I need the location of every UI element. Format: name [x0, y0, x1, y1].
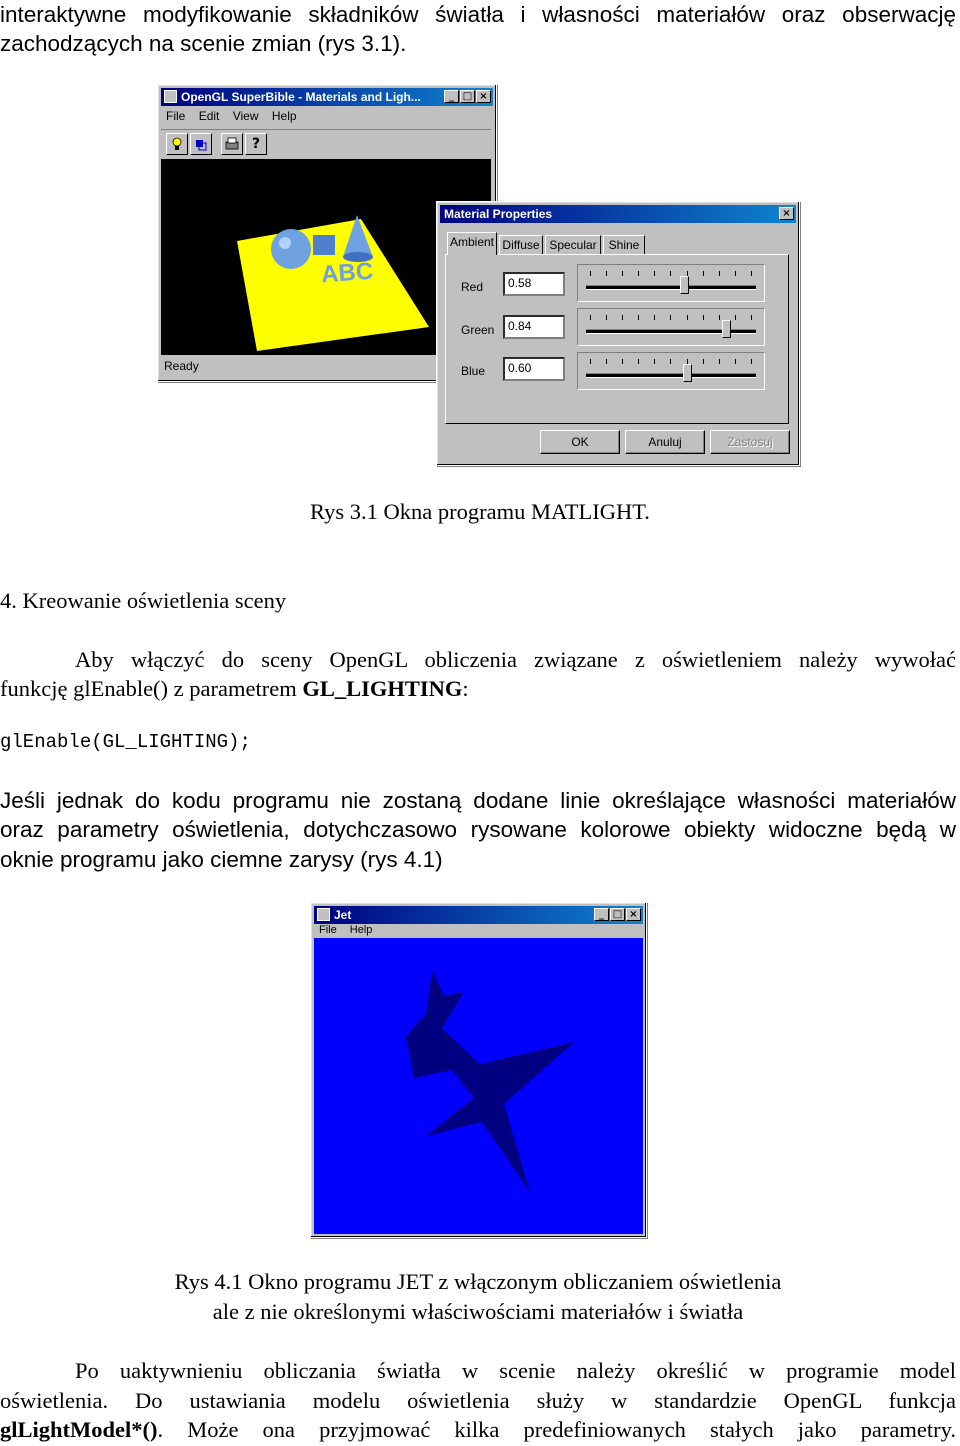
p1-line-2-text: funkcję glEnable() z parametrem — [0, 676, 303, 701]
dialog-close-button[interactable]: × — [779, 207, 794, 220]
menu-edit[interactable]: Edit — [198, 109, 220, 123]
red-slider-thumb[interactable] — [680, 276, 689, 294]
figure-4-1-caption-line-2: ale z nie określonymi właściwościami materiałów i światła — [212, 1299, 744, 1324]
red-value-field[interactable]: 0.58 — [503, 272, 565, 296]
tab-specular[interactable]: Specular — [545, 235, 601, 255]
help-icon[interactable]: ? — [245, 133, 267, 155]
closing-line-3 — [0, 1415, 956, 1445]
minimize-button[interactable]: _ — [444, 90, 459, 103]
jet-viewport — [314, 938, 643, 1234]
jet-shape — [314, 938, 643, 1234]
p1-line-2 — [0, 674, 469, 704]
tab-ambient[interactable]: Ambient — [447, 232, 497, 255]
jet-minimize-button[interactable]: _ — [594, 908, 609, 921]
matlight-menubar — [166, 109, 307, 123]
jet-maximize-button[interactable]: □ — [610, 908, 625, 921]
print-icon[interactable] — [221, 133, 243, 155]
jet-app-icon — [317, 908, 330, 921]
green-value-field[interactable]: 0.84 — [503, 315, 565, 339]
red-label: Red — [461, 280, 484, 294]
p2-line-1: Jeśli jednak do kodu programu nie zostaną dodane linie określające własności materiałów — [0, 788, 956, 813]
ok-button[interactable]: OK — [540, 430, 620, 454]
matlight-title: OpenGL SuperBible - Materials and Ligh... — [181, 90, 421, 104]
scene-abc-text: ABC — [320, 257, 375, 289]
jet-window — [310, 902, 647, 1238]
toolbar — [161, 129, 491, 158]
intro-line-1: interaktywne modyfikowanie składników światła i własności materiałów oraz obserwację — [0, 2, 956, 27]
apply-button[interactable]: Zastosuj — [710, 430, 790, 454]
gllightmodel-term: glLightModel*() — [0, 1417, 158, 1442]
tab-shine[interactable]: Shine — [603, 235, 645, 255]
closing-line-3-text: . Może ona przyjmować kilka predefiniowanych stałych jako parametry. — [157, 1417, 956, 1442]
jet-menu-file[interactable]: File — [319, 924, 337, 936]
jet-titlebar — [314, 906, 643, 924]
code-snippet: glEnable(GL_LIGHTING); — [0, 731, 251, 753]
tab-diffuse[interactable]: Diffuse — [499, 235, 543, 255]
dialog-title: Material Properties — [444, 207, 553, 221]
menu-view[interactable]: View — [232, 109, 259, 123]
lightbulb-icon[interactable] — [166, 133, 188, 155]
jet-silhouette — [406, 970, 574, 1192]
sphere-shape — [271, 229, 311, 269]
p2-line-2: oraz parametry oświetlenia, dotychczasowo rysowane kolorowe obiekty widoczne będą w — [0, 817, 956, 842]
p2-line-3: oknie programu jako ciemne zarysy (rys 4.1) — [0, 847, 443, 872]
green-slider[interactable] — [577, 308, 765, 346]
p1-line-2-colon: : — [462, 676, 469, 701]
blue-value-field[interactable]: 0.60 — [503, 357, 565, 381]
matlight-titlebar — [161, 88, 493, 106]
menu-file[interactable]: File — [166, 109, 186, 123]
p1-line-1: Aby włączyć do sceny OpenGL obliczenia związane z oświetleniem należy wywołać — [75, 647, 956, 672]
jet-title: Jet — [334, 908, 352, 922]
app-icon — [164, 90, 177, 103]
closing-line-1: Po uaktywnieniu obliczania światła w scenie należy określić w programie model — [75, 1358, 956, 1383]
dialog-titlebar — [440, 205, 796, 223]
figure-3-1-caption: Rys 3.1 Okna programu MATLIGHT. — [310, 499, 650, 524]
cancel-button[interactable]: Anuluj — [625, 430, 705, 454]
blue-label: Blue — [461, 364, 486, 378]
green-slider-thumb[interactable] — [722, 320, 731, 338]
closing-line-2: oświetlenia. Do ustawiania modelu oświetlenia służy w standardzie OpenGL funkcja — [0, 1388, 956, 1413]
maximize-button[interactable]: □ — [460, 90, 475, 103]
section-heading: 4. Kreowanie oświetlenia sceny — [0, 588, 287, 613]
figure-4-1-caption-line-1: Rys 4.1 Okno programu JET z włączonym obliczaniem oświetlenia — [174, 1269, 782, 1294]
jet-menu-help[interactable]: Help — [349, 924, 373, 936]
intro-line-2: zachodzących na scenie zmian (rys 3.1). — [0, 31, 407, 56]
blue-slider-thumb[interactable] — [683, 364, 692, 382]
red-slider[interactable] — [577, 264, 765, 302]
jet-menubar — [319, 924, 382, 936]
material-icon[interactable] — [190, 133, 212, 155]
status-text: Ready — [164, 359, 199, 373]
gl-lighting-term: GL_LIGHTING — [302, 676, 463, 701]
green-label: Green — [461, 323, 495, 337]
jet-close-button[interactable]: × — [626, 908, 641, 921]
blue-slider[interactable] — [577, 352, 765, 390]
menu-help[interactable]: Help — [271, 109, 297, 123]
material-properties-dialog — [436, 201, 800, 466]
close-button[interactable]: × — [476, 90, 491, 103]
cube-shape — [313, 235, 335, 255]
